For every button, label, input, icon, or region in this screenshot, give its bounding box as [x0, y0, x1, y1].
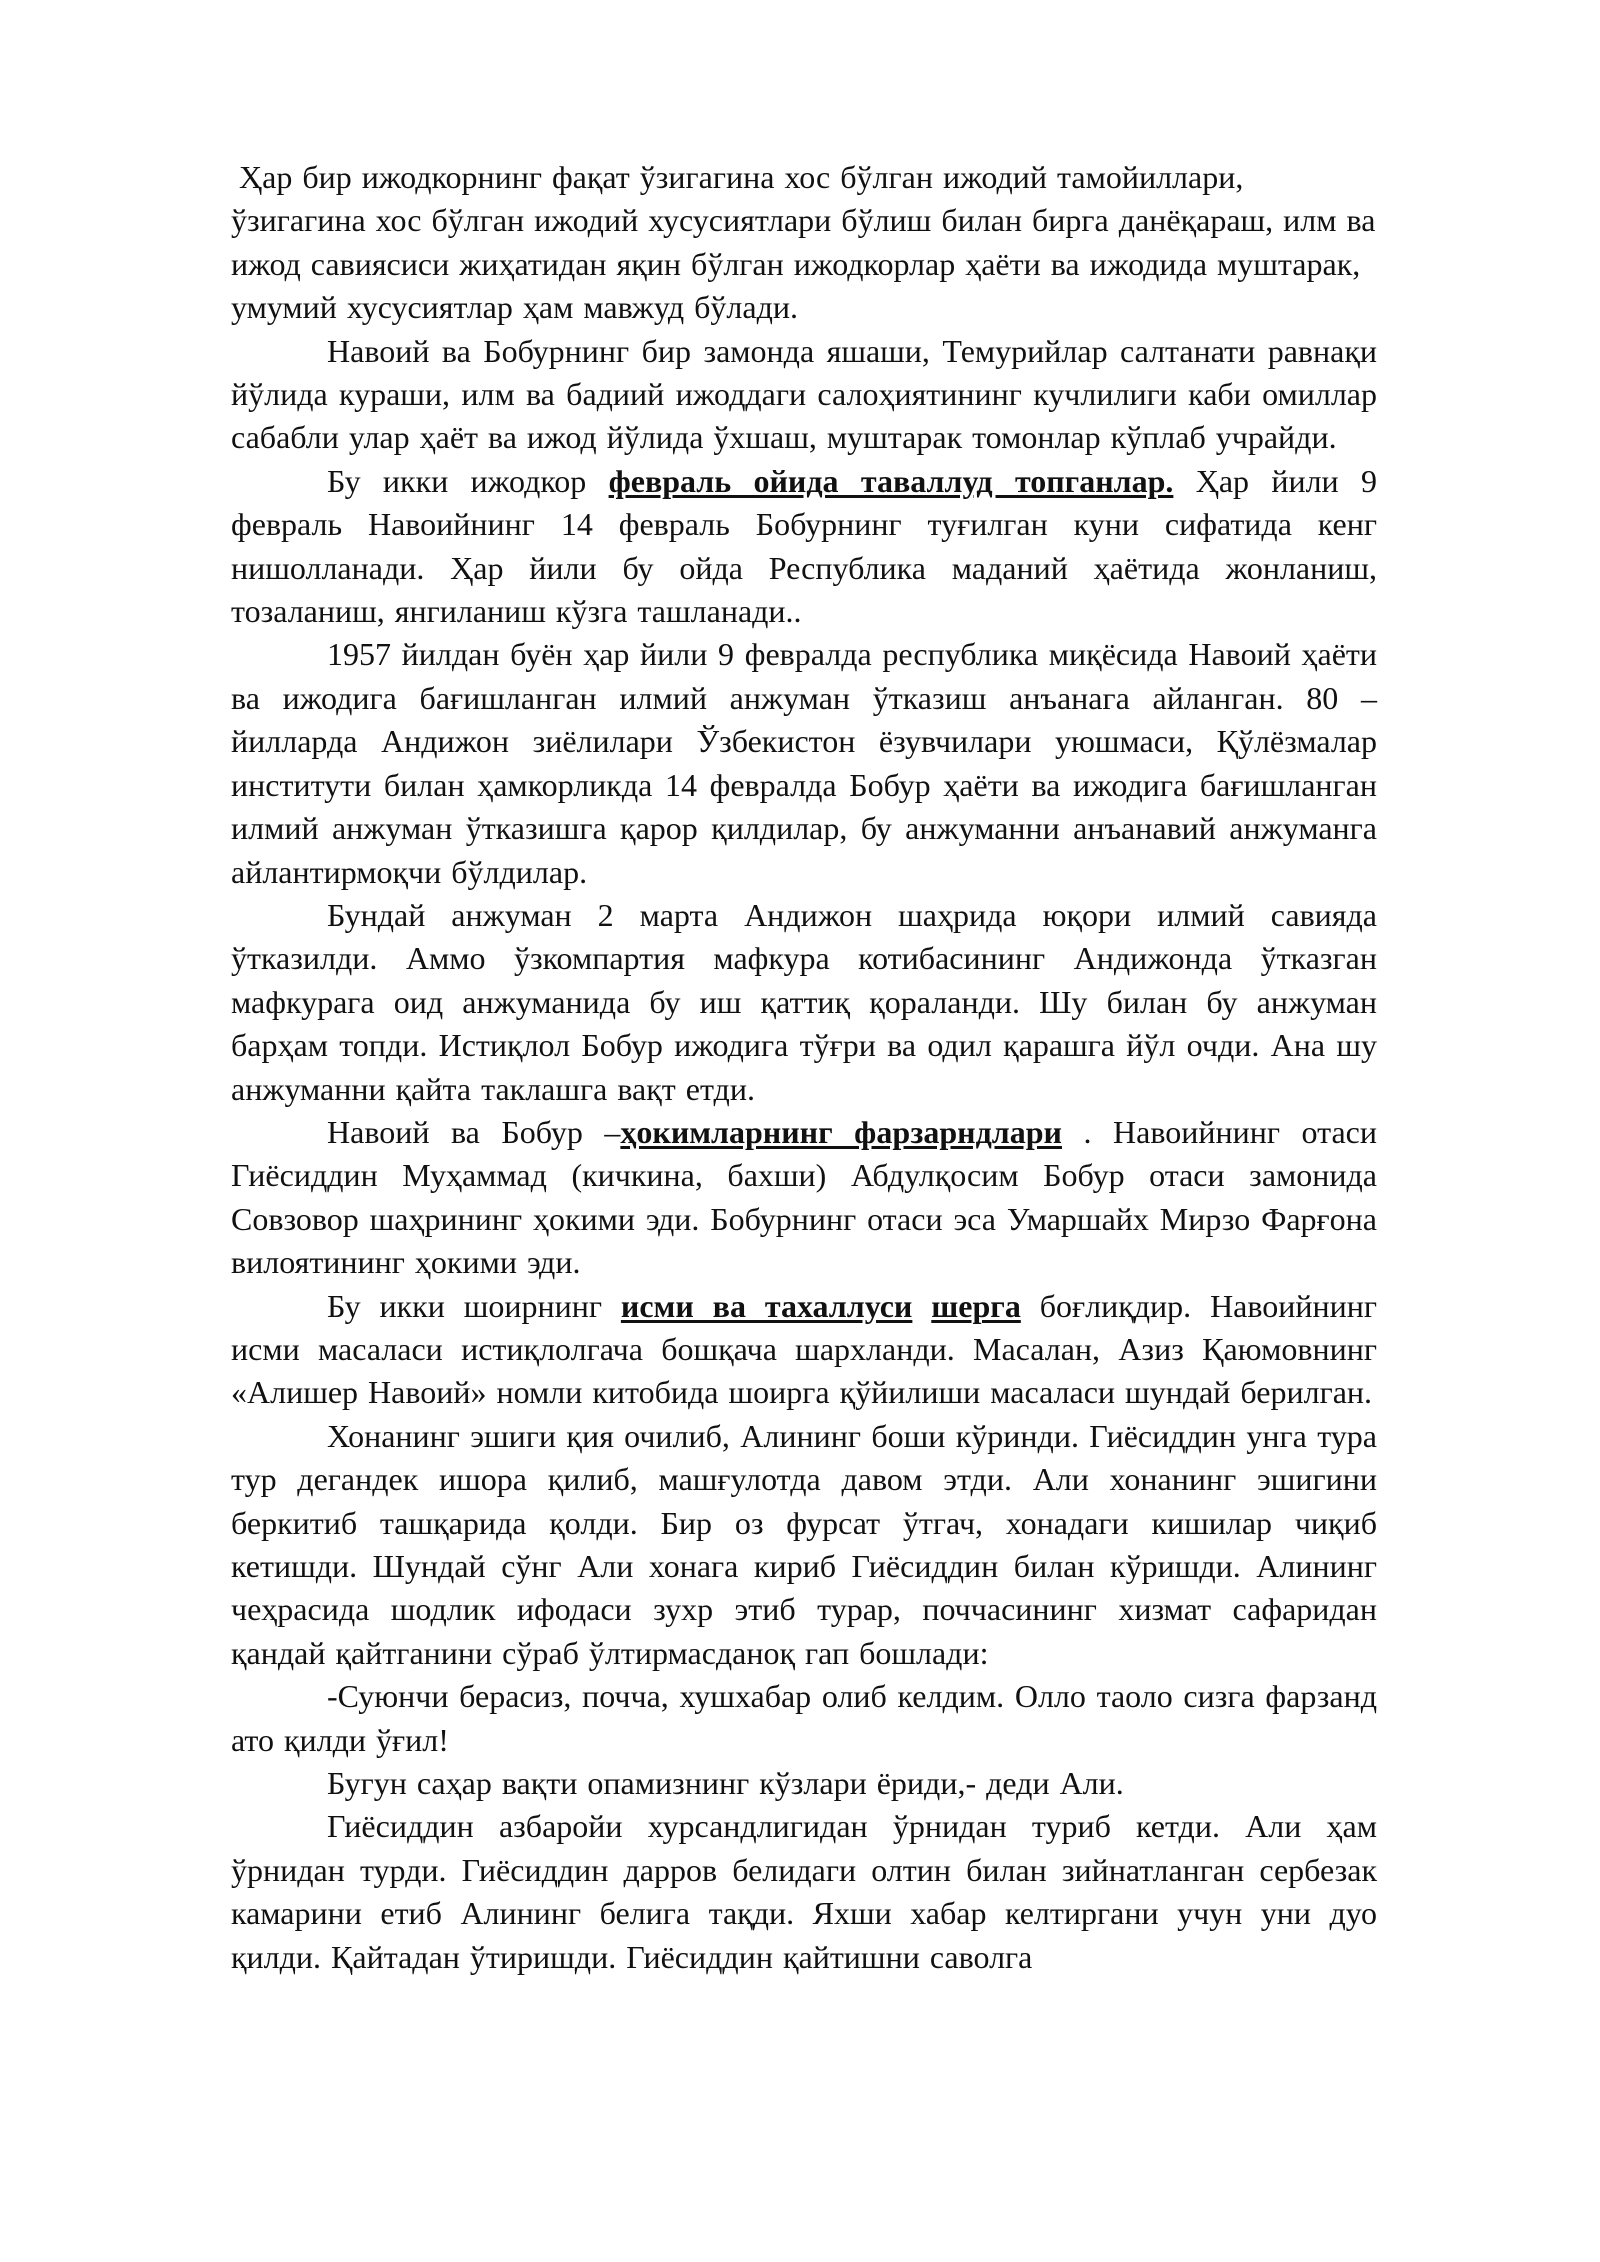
paragraph-10 — [231, 1762, 1377, 1805]
paragraph-text: Гиёсиддин азбаройи хурсандлигидан ўрнидан туриб кетди. Али ҳам ўрнидан турди. Гиёсиддин дарров белидаги олтин билан зийнатланган сербезак камарини етиб Алининг белига тақди. Яхши хабар келтиргани учун уни дуо қилди. Қайтадан ўтиришди. Гиёсиддин қайтишни саволга — [231, 1808, 1377, 1975]
paragraph-text: боғлиқдир. Навоийнинг исми масаласи истиқлолгача бошқача шархланди. Масалан, Азиз Қаюмовнинг «Алишер Навоий» номли китобида шоирга қўйилиши масаласи шундай берилган. — [231, 1287, 1378, 1411]
paragraph-1 — [231, 156, 1377, 330]
highlighted-phrase: исми ва тахаллуси — [620, 1287, 913, 1324]
paragraph-8 — [231, 1415, 1377, 1675]
paragraph-text: Бугун саҳар вақти опамизнинг кўзлари ёриди,- деди Али. — [327, 1765, 1124, 1802]
paragraph-5 — [231, 894, 1377, 1111]
paragraph-7 — [231, 1285, 1377, 1415]
paragraph-text: Навоий ва Бобур – — [327, 1113, 621, 1150]
paragraph-9 — [231, 1675, 1377, 1762]
highlighted-phrase: февраль ойида таваллуд топганлар. — [608, 462, 1174, 499]
paragraph-6 — [231, 1111, 1377, 1285]
document-page — [231, 156, 1377, 1979]
paragraph-2 — [231, 330, 1377, 460]
paragraph-text: . Навоийнинг отаси Гиёсиддин Муҳаммад (кичкина, бахши) Абдулқосим Бобур отаси замонида Совзовор шаҳрининг ҳокими эди. Бобурнинг отаси эса Умаршайх Мирзо Фарғона вилоятининг ҳокими эди. — [231, 1113, 1377, 1281]
paragraph-text: Хонанинг эшиги қия очилиб, Алининг боши кўринди. Гиёсиддин унга тура тур дегандек ишора қилиб, машғулотда давом этди. Али хонанинг эшигини беркитиб ташқарида қолди. Бир оз фурсат ўтгач, хонадаги кишилар чиқиб кетишди. Шундай сўнг Али хонага кириб Гиёсиддин билан кўришди. Алининг чеҳрасида шодлик ифодаси зухр этиб турар, поччасининг хизмат сафаридан қандай қайтганини сўраб ўлтирмасданоқ гап бошлади: — [231, 1417, 1377, 1671]
highlighted-phrase: ҳокимларнинг фарзарндлари — [620, 1113, 1062, 1150]
paragraph-text: Ҳар бир ижодкорнинг фақат ўзигагина хос бўлган ижодий тамойиллари, ўзигагина хос бўлган ижодий хусусиятлари бўлиш билан бирга данёқараш, илм ва ижод савиясиси жиҳатидан яқин бўлган ижодкорлар ҳаёти ва ижодида муштарак, умумий хусусиятлар ҳам мавжуд бўлади. — [231, 159, 1376, 326]
paragraph-text — [912, 1288, 931, 1324]
paragraph-text: 1957 йилдан буён ҳар йили 9 февралда республика миқёсида Навоий ҳаёти ва ижодига бағишланган илмий анжуман ўтказиш анъанага айланган. 80 –йилларда Андижон зиёлилари Ўзбекистон ёзувчилари уюшмаси, Қўлёзмалар институти билан ҳамкорликда 14 февралда Бобур ҳаёти ва ижодига бағишланган илмий анжуман ўтказишга қарор қилдилар, бу анжуманни анъанавий анжуманга айлантирмоқчи бўлдилар. — [231, 636, 1377, 890]
highlighted-phrase: шерга — [931, 1287, 1021, 1324]
paragraph-11 — [231, 1805, 1377, 1979]
paragraph-text: Навоий ва Бобурнинг бир замонда яшаши, Темурийлар салтанати равнақи йўлида кураши, илм ва бадиий ижоддаги салоҳиятининг кучлилиги каби омиллар сабабли улар ҳаёт ва ижод йўлида ўхшаш, муштарак томонлар кўплаб учрайди. — [231, 332, 1377, 456]
paragraph-4 — [231, 633, 1377, 893]
paragraph-text: Ҳар йили 9 февраль Навоийнинг 14 февраль Бобурнинг туғилган куни сифатида кенг нишолланади. Ҳар йили бу ойда Республика маданий ҳаётида жонланиш, тозаланиш, янгиланиш кўзга ташланади.. — [231, 462, 1378, 630]
paragraph-text: Бу икки шоирнинг — [327, 1287, 621, 1324]
paragraph-text: Бу икки ижодкор — [327, 462, 609, 499]
paragraph-text: -Суюнчи берасиз, почча, хушхабар олиб келдим. Олло таоло сизга фарзанд ато қилди ўғил! — [231, 1678, 1377, 1758]
paragraph-text: Бундай анжуман 2 марта Андижон шаҳрида юқори илмий савияда ўтказилди. Аммо ўзкомпартия мафкура котибасининг Андижонда ўтказган мафкурага оид анжуманида бу иш қаттиқ қораланди. Шу билан бу анжуман барҳам топди. Истиқлол Бобур ижодига тўғри ва одил қарашга йўл очди. Ана шу анжуманни қайта таклашга вақт етди. — [231, 896, 1377, 1107]
paragraph-3 — [231, 460, 1377, 634]
